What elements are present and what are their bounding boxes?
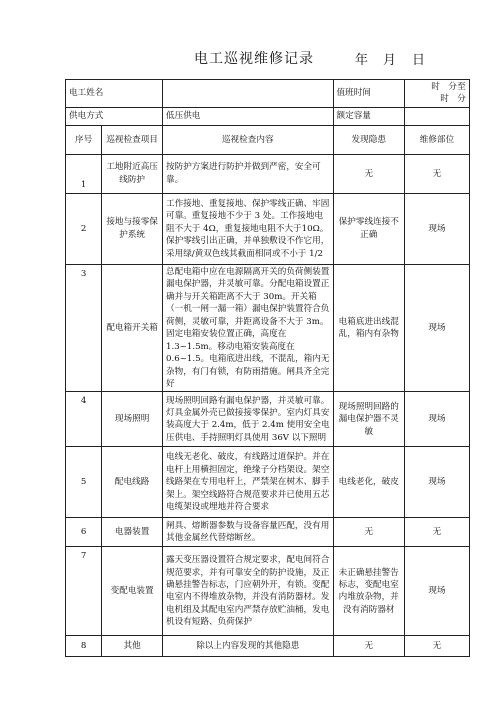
document-title: 电工巡视维修记录	[194, 51, 314, 67]
row-content: 现场照明回路有漏电保护器，并灵敏可靠。灯具金属外壳已做接接零保护。室内灯具安装高度大于 2.4m，低于 2.4m 使用安全电压供电、手持照明灯具使用 36V 以下照明	[163, 392, 334, 447]
row-no: 6	[66, 518, 102, 547]
row-hazard[interactable]: 电箱底进出线混乱，箱内有杂物	[333, 264, 404, 392]
row-item: 配电线路	[102, 447, 163, 518]
row-repair[interactable]: 现场	[404, 447, 469, 518]
date-day-label: 日	[412, 53, 426, 68]
electrician-name-field[interactable]	[163, 80, 334, 108]
row-hazard[interactable]: 无	[333, 636, 404, 657]
table-row	[66, 392, 470, 447]
date-year-label: 年	[355, 53, 369, 68]
info-row-power	[66, 107, 470, 125]
time-minute-2: 分	[457, 94, 466, 105]
row-content: 闸具、熔断器参数与设备容量匹配，没有用其他金属丝代替熔断丝。	[163, 518, 334, 547]
table-row	[66, 154, 470, 193]
row-repair[interactable]: 无	[404, 636, 469, 657]
row-item: 现场照明	[102, 392, 163, 447]
row-repair[interactable]: 无	[404, 154, 469, 193]
time-minute-to: 分至	[448, 82, 466, 92]
row-item: 接地与接零保护系统	[102, 193, 163, 264]
inspection-time-label: 值班时间	[333, 80, 404, 108]
row-content: 按防护方案进行防护并做到严密，安全可靠。	[163, 154, 334, 193]
time-hour-1: 时	[431, 82, 441, 92]
table-row	[66, 547, 470, 636]
row-content: 总配电箱中应在电源隔离开关的负荷侧装置漏电保护器，并灵敏可靠。分配电箱设置正确并与开关箱距离不大于 30m。开关箱（一机一闸一漏一箱）漏电保护装置符合负荷侧，灵敏可靠，并距离设备不大于 3m。固定电箱安装位置正确，高度在 1.3~1.5m。移动电箱安装高度在 0.6~1.5。电箱底进出线，不混乱，箱内无杂物，有门有锁，有防雨措施。闸具齐全完好	[163, 264, 334, 392]
table-row	[66, 518, 470, 547]
row-repair[interactable]: 现场	[404, 264, 469, 392]
row-hazard[interactable]: 未正确悬挂警告标志，变配电室内堆放杂物，并没有消防器材	[333, 547, 404, 636]
info-row-electrician	[66, 80, 470, 108]
table-row	[66, 636, 470, 657]
row-item: 工地附近高压线防护	[102, 154, 163, 193]
table-row	[66, 193, 470, 264]
row-item: 电器装置	[102, 518, 163, 547]
row-no: 8	[66, 636, 102, 657]
row-repair[interactable]: 现场	[404, 193, 469, 264]
row-hazard[interactable]: 无	[333, 518, 404, 547]
power-supply-label: 供电方式	[66, 107, 163, 125]
row-repair[interactable]: 无	[404, 518, 469, 547]
table-row	[66, 447, 470, 518]
row-item: 其他	[102, 636, 163, 657]
power-supply-value: 低压供电	[163, 107, 334, 125]
row-repair[interactable]: 现场	[404, 392, 469, 447]
header-item: 巡视检查项目	[102, 125, 163, 154]
date-month-label: 月	[383, 53, 397, 68]
row-content: 工作接地、重复接地、保护零线正确、牢固可靠。重复接地不少于 3 处。工作接地电阻不大于 4Ω，重复接地电阻不大于10Ω。保护零线引出正确，并单独敷设不作它用，采用绿/黄双色线其截面相同或不小于 1/2	[163, 193, 334, 264]
header-content: 巡视检查内容	[163, 125, 334, 154]
row-no: 3	[66, 264, 102, 392]
page-title	[0, 48, 500, 68]
header-hazard: 发现隐患	[333, 125, 404, 154]
row-item: 变配电装置	[102, 547, 163, 636]
table-row	[66, 264, 470, 392]
electrician-name-label: 电工姓名	[66, 80, 163, 108]
header-row	[66, 125, 470, 154]
row-no: 1	[66, 154, 102, 193]
header-repair: 维修部位	[404, 125, 469, 154]
row-repair[interactable]: 现场	[404, 547, 469, 636]
row-item: 配电箱开关箱	[102, 264, 163, 392]
row-no: 4	[66, 392, 102, 447]
rated-capacity-label: 额定容量	[333, 107, 404, 125]
row-no: 7	[66, 547, 102, 636]
header-no: 序号	[66, 125, 102, 154]
row-content: 电线无老化、破皮，有线路过道保护。并在电杆上用横担固定，绝缘子分档架设。架空线路架在专用电杆上，严禁架在树木、脚手架上。架空线路符合规范要求并已使用五芯电缆架设或埋地并符合要求	[163, 447, 334, 518]
row-hazard[interactable]: 无	[333, 154, 404, 193]
row-content: 除以上内容发现的其他隐患	[163, 636, 334, 657]
rated-capacity-field[interactable]	[404, 107, 469, 125]
row-hazard[interactable]: 保护零线连接不正确	[333, 193, 404, 264]
row-content: 露天变压器设置符合规定要求，配电间符合规范要求，并有可靠安全的防护设施，及正确悬挂警告标志，门应朝外开，有锁。变配电室内不得堆放杂物，并没有消防器材。发电机组及其配电室内严禁存放贮油桶，发电机设有短路、负荷保护	[163, 547, 334, 636]
row-hazard[interactable]: 电线老化，破皮	[333, 447, 404, 518]
time-hour-2: 时	[440, 94, 450, 105]
row-no: 2	[66, 193, 102, 264]
row-no: 5	[66, 447, 102, 518]
inspection-time-field[interactable]	[404, 80, 469, 108]
inspection-record-table	[65, 79, 470, 657]
row-hazard[interactable]: 现场照明回路的漏电保护器不灵敏	[333, 392, 404, 447]
